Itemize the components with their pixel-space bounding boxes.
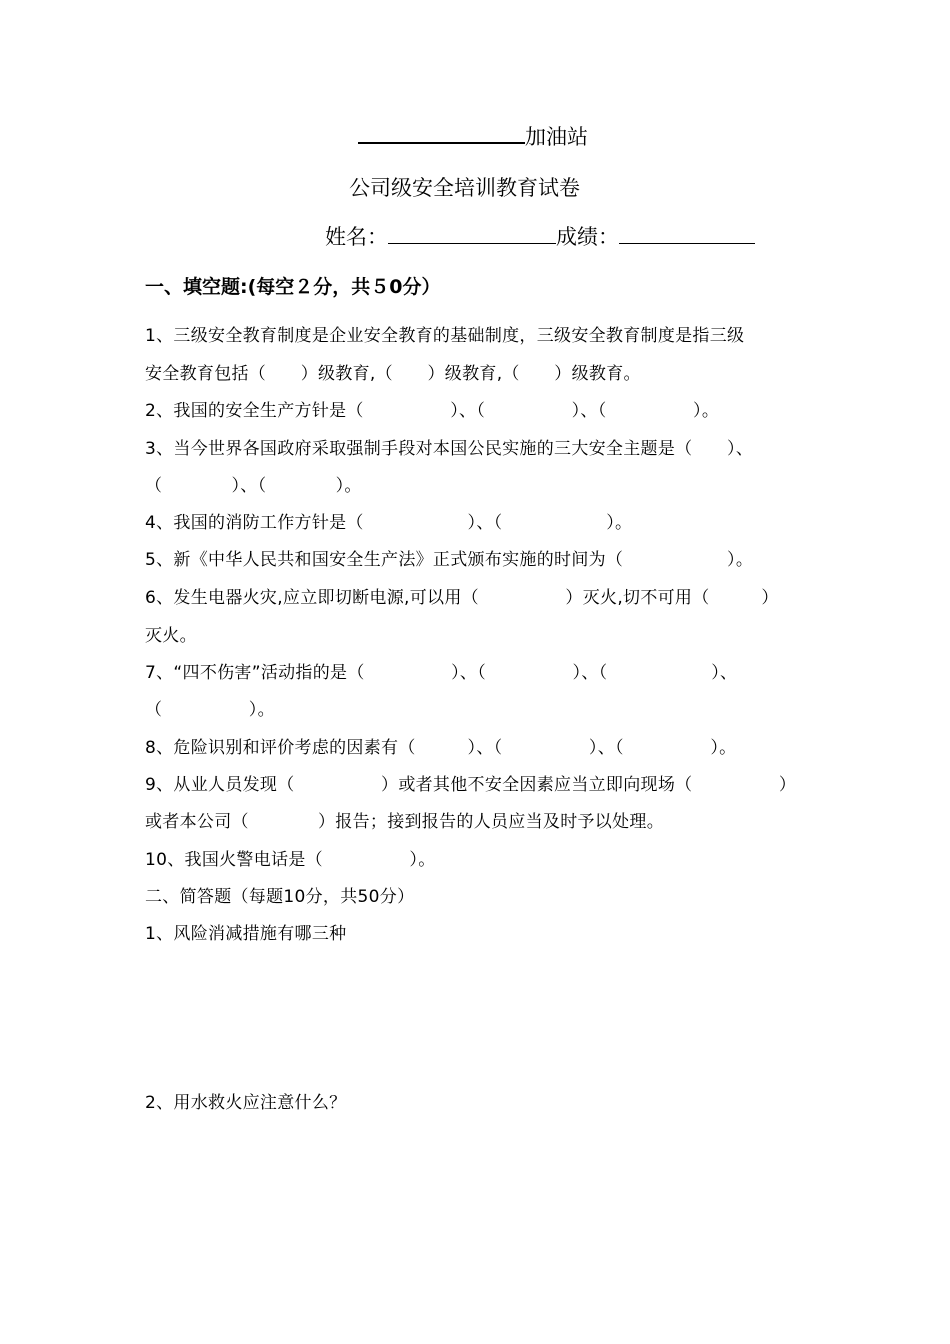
question-line: 安全教育包括（ ）级教育,（ ）级教育,（ ）级教育。 <box>145 364 641 384</box>
name-label: 姓名： <box>325 225 388 249</box>
station-name-line <box>358 120 588 151</box>
question-line: 8、危险识别和评价考虑的因素有（ ）、（ ）、（ ）。 <box>145 738 737 758</box>
section1-heading: 一、填空题:(每空２分，共５0分） <box>145 276 441 298</box>
question-line: 10、我国火警电话是（ ）。 <box>145 850 436 870</box>
question-line: 4、我国的消防工作方针是（ ）、（ ）。 <box>145 513 633 533</box>
question-line: 2、我国的安全生产方针是（ ）、（ ）、（ ）。 <box>145 401 720 421</box>
name-blank[interactable] <box>388 221 556 244</box>
question-line: 9、从业人员发现（ ）或者其他不安全因素应当立即向现场（ ） <box>145 775 797 795</box>
question-line: 灭火。 <box>145 626 197 646</box>
question-line: 5、新《中华人民共和国安全生产法》正式颁布实施的时间为（ ）。 <box>145 550 754 570</box>
short-answer-question: 1、风险消减措施有哪三种 <box>145 924 347 944</box>
station-suffix: 加油站 <box>525 125 588 149</box>
station-name-blank[interactable] <box>358 120 525 144</box>
question-line: （ ）。 <box>145 700 275 720</box>
question-line: 或者本公司（ ）报告；接到报告的人员应当及时予以处理。 <box>145 812 664 832</box>
section2-heading: 二、简答题（每题10分，共50分） <box>145 887 415 907</box>
score-label: 成绩： <box>556 225 619 249</box>
question-line: 6、发生电器火灾,应立即切断电源,可以用（ ）灭火,切不可用（ ） <box>145 588 779 608</box>
question-line: 1、三级安全教育制度是企业安全教育的基础制度，三级安全教育制度是指三级 <box>145 326 745 346</box>
exam-title: 公司级安全培训教育试卷 <box>349 176 580 200</box>
question-line: 3、当今世界各国政府采取强制手段对本国公民实施的三大安全主题是（ ）、 <box>145 439 754 459</box>
question-line: 7、“四不伤害”活动指的是（ ）、（ ）、（ ）、 <box>145 663 738 683</box>
score-blank[interactable] <box>619 221 755 244</box>
question-line: （ ）、（ ）。 <box>145 476 362 496</box>
name-score-line <box>325 221 755 251</box>
short-answer-question: 2、用水救火应注意什么？ <box>145 1093 347 1113</box>
